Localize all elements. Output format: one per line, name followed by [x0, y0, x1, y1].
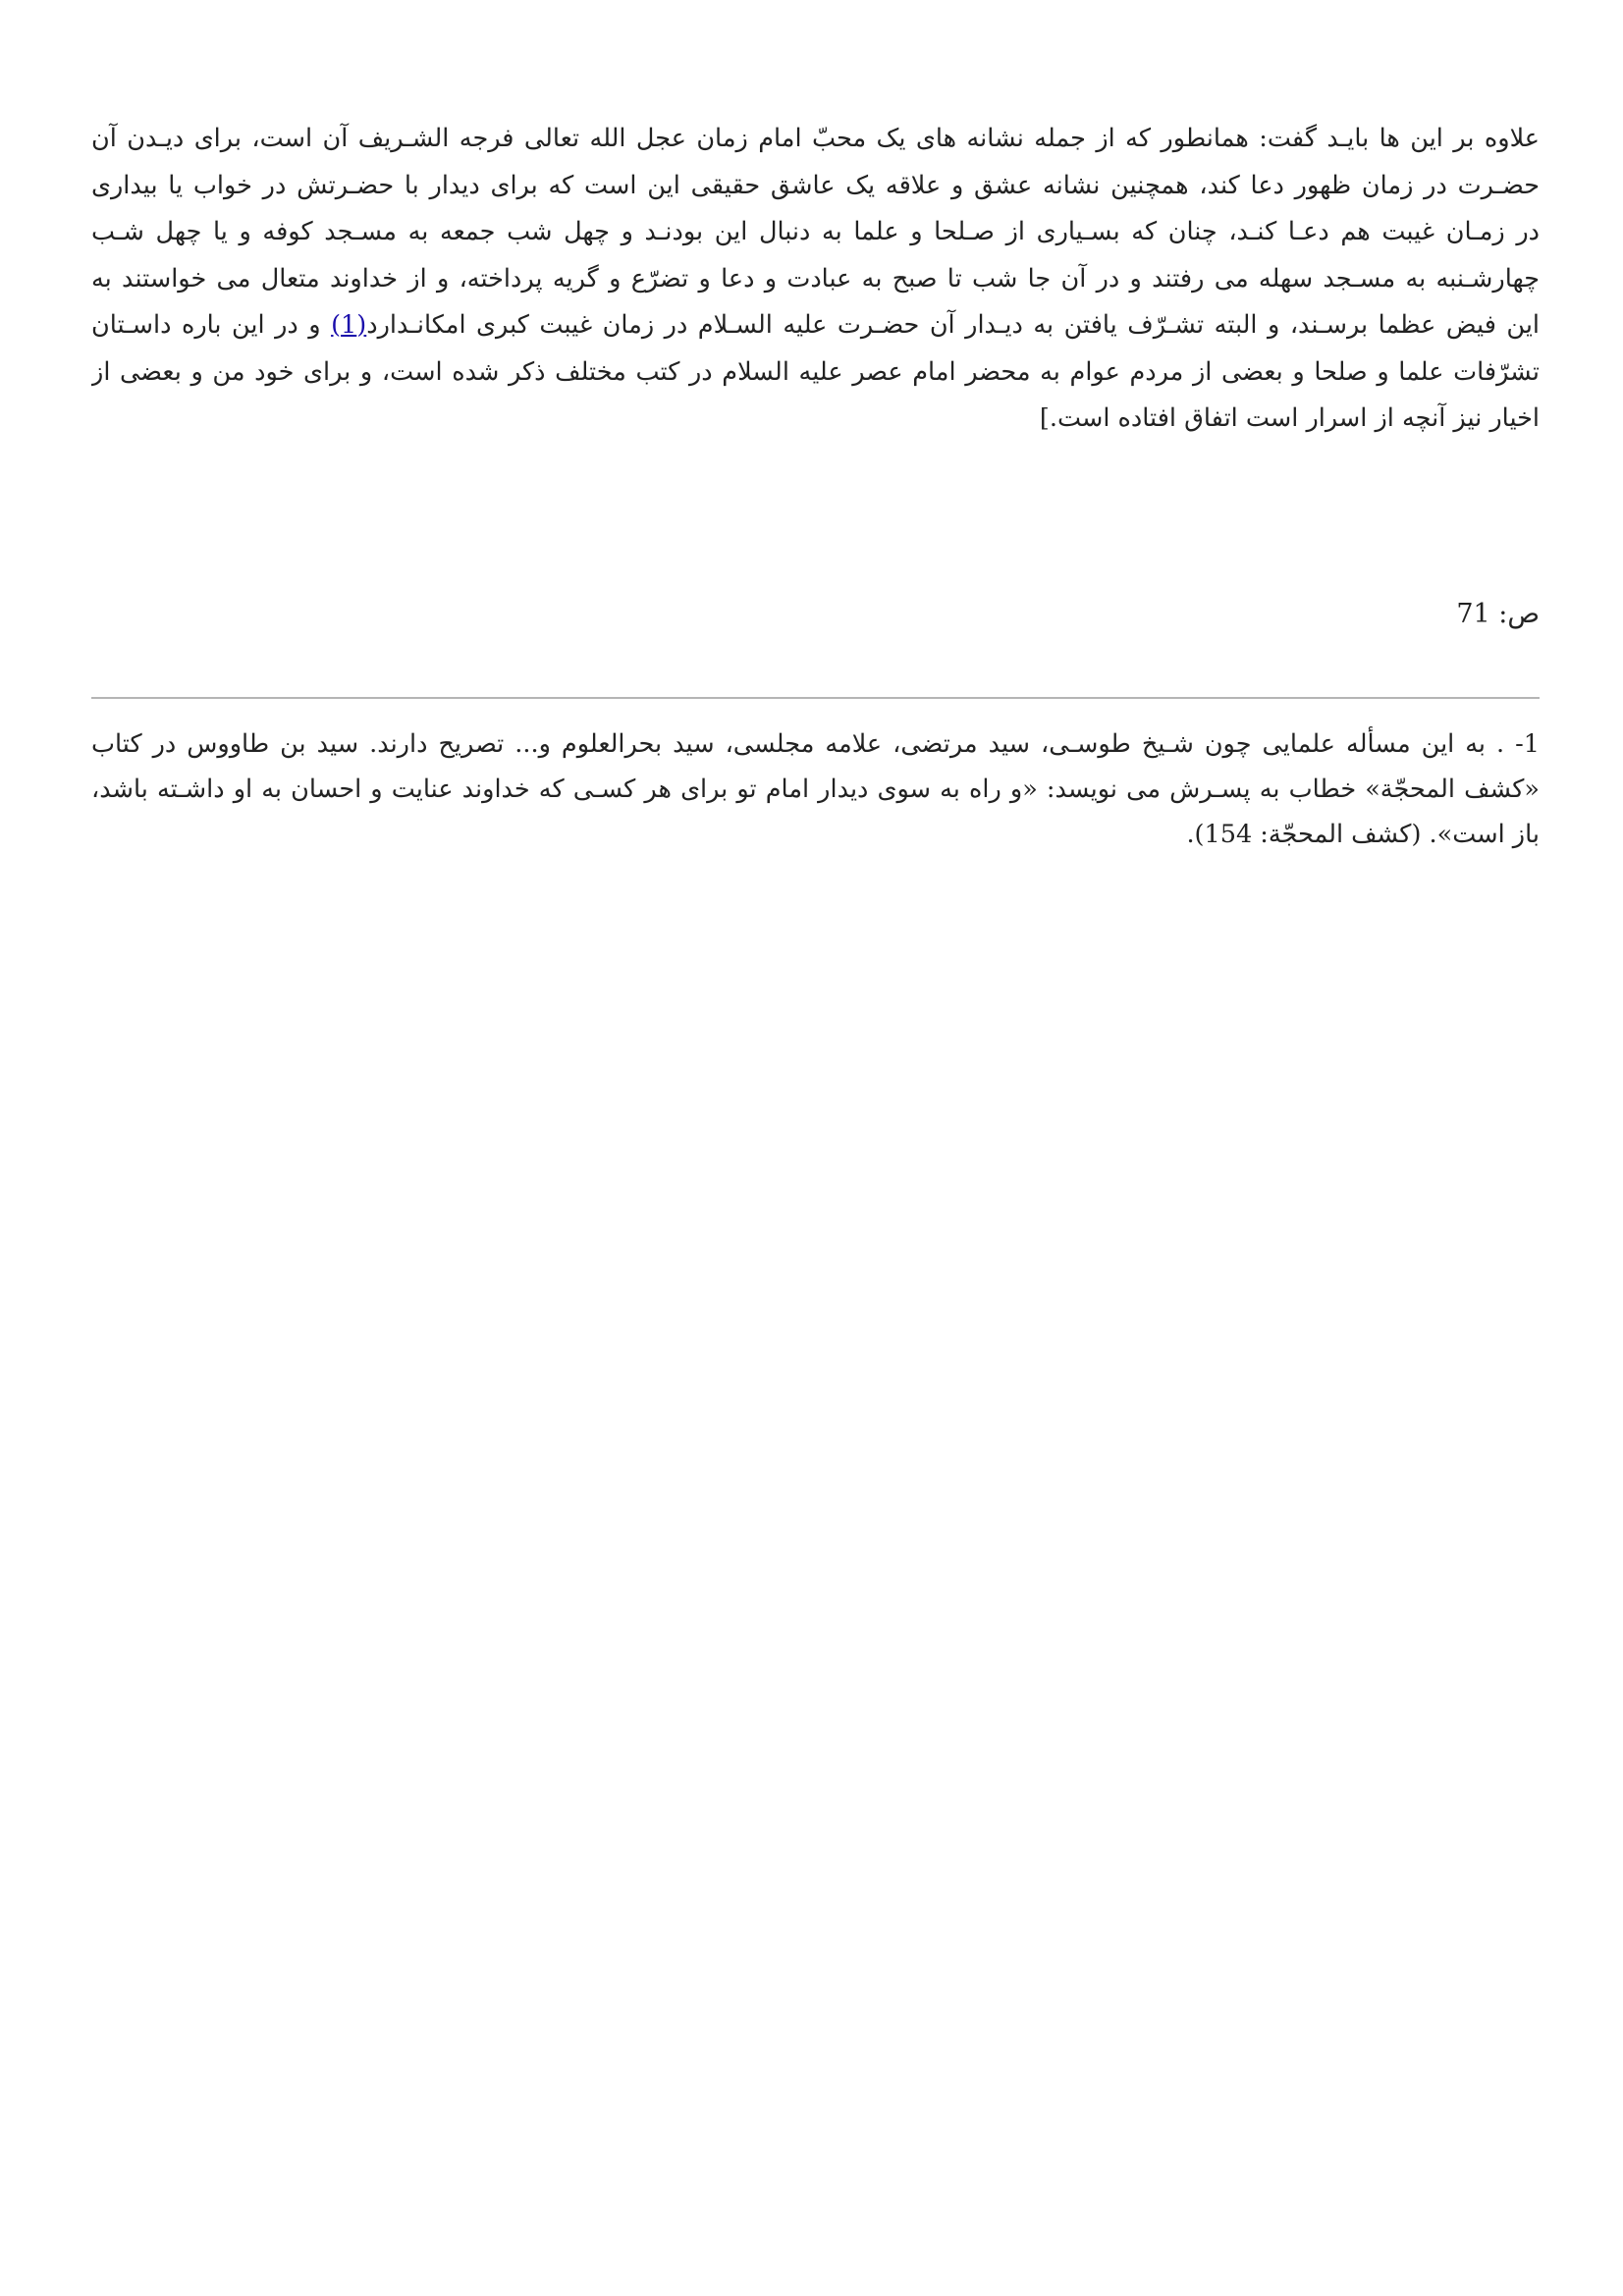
footnote-reference-link[interactable]: (1) [331, 310, 367, 340]
text-line-with-footnote-ref [91, 302, 1540, 349]
document-page [91, 0, 1540, 2296]
page-number: ص: 71 [1456, 599, 1540, 629]
text-line: اخیار نیز آنچه از اسرار است اتفاق افتاده است.] [1039, 403, 1540, 433]
body-paragraph [91, 116, 1540, 443]
footnote-line: 1- . به این مسأله علمایی چون شـیخ طوسـی، سید مرتضی، علامه مجلسی، سید بحرالعلوم و... تصریح دارند. سید بن طاووس در کتاب [91, 729, 1540, 759]
text-line: تشرّفات علما و صلحا و بعضی از مردم عوام به محضر امام عصر علیه السلام در کتب مختلف ذکر شده است، و برای خود من و بعضی از [91, 356, 1540, 387]
text-segment: این فیض عظما برسـند، و البته تشـرّف یافتن به دیـدار آن حضـرت علیه السـلام در زمان غیبت کبری امکانـدارد [366, 310, 1540, 340]
footnote [91, 721, 1540, 857]
text-line: علاوه بر این ها بایـد گفت: همانطور که از جمله نشانه های یک محبّ امام زمان عجل الله تعالی فرجه الشـریف آن است، برای دیـدن آن [91, 124, 1540, 153]
footnote-line: «کشف المحجّة» خطاب به پسـرش می نویسد: «و راه به سوی دیدار امام تو برای هر کسـی که خداوند عنایت و احسان به او داشـته باشد، [91, 774, 1540, 804]
text-segment: و در این باره داسـتان [91, 310, 321, 340]
footnote-line: باز است». (کشف المحجّة: 154). [1186, 820, 1540, 849]
text-line: چهارشـنبه به مسـجد سهله می رفتند و در آن جا شب تا صبح به عبادت و دعا و تضرّع و گریه پرداخته، و از خداوند متعال می خواستند به [91, 263, 1540, 294]
text-line: در زمـان غیبت هم دعـا کنـد، چنان که بسـیاری از صـلحا و علما به دنبال این بودنـد و چهل شب جمعه به مسـجد کوفه و یا چهل شـب [91, 217, 1540, 246]
footnote-divider [91, 697, 1540, 699]
text-line: حضـرت در زمان ظهور دعا کند، همچنین نشانه عشق و علاقه یک عاشق حقیقی این است که برای دیدار با حضـرتش در خواب یا بیداری [91, 170, 1540, 200]
